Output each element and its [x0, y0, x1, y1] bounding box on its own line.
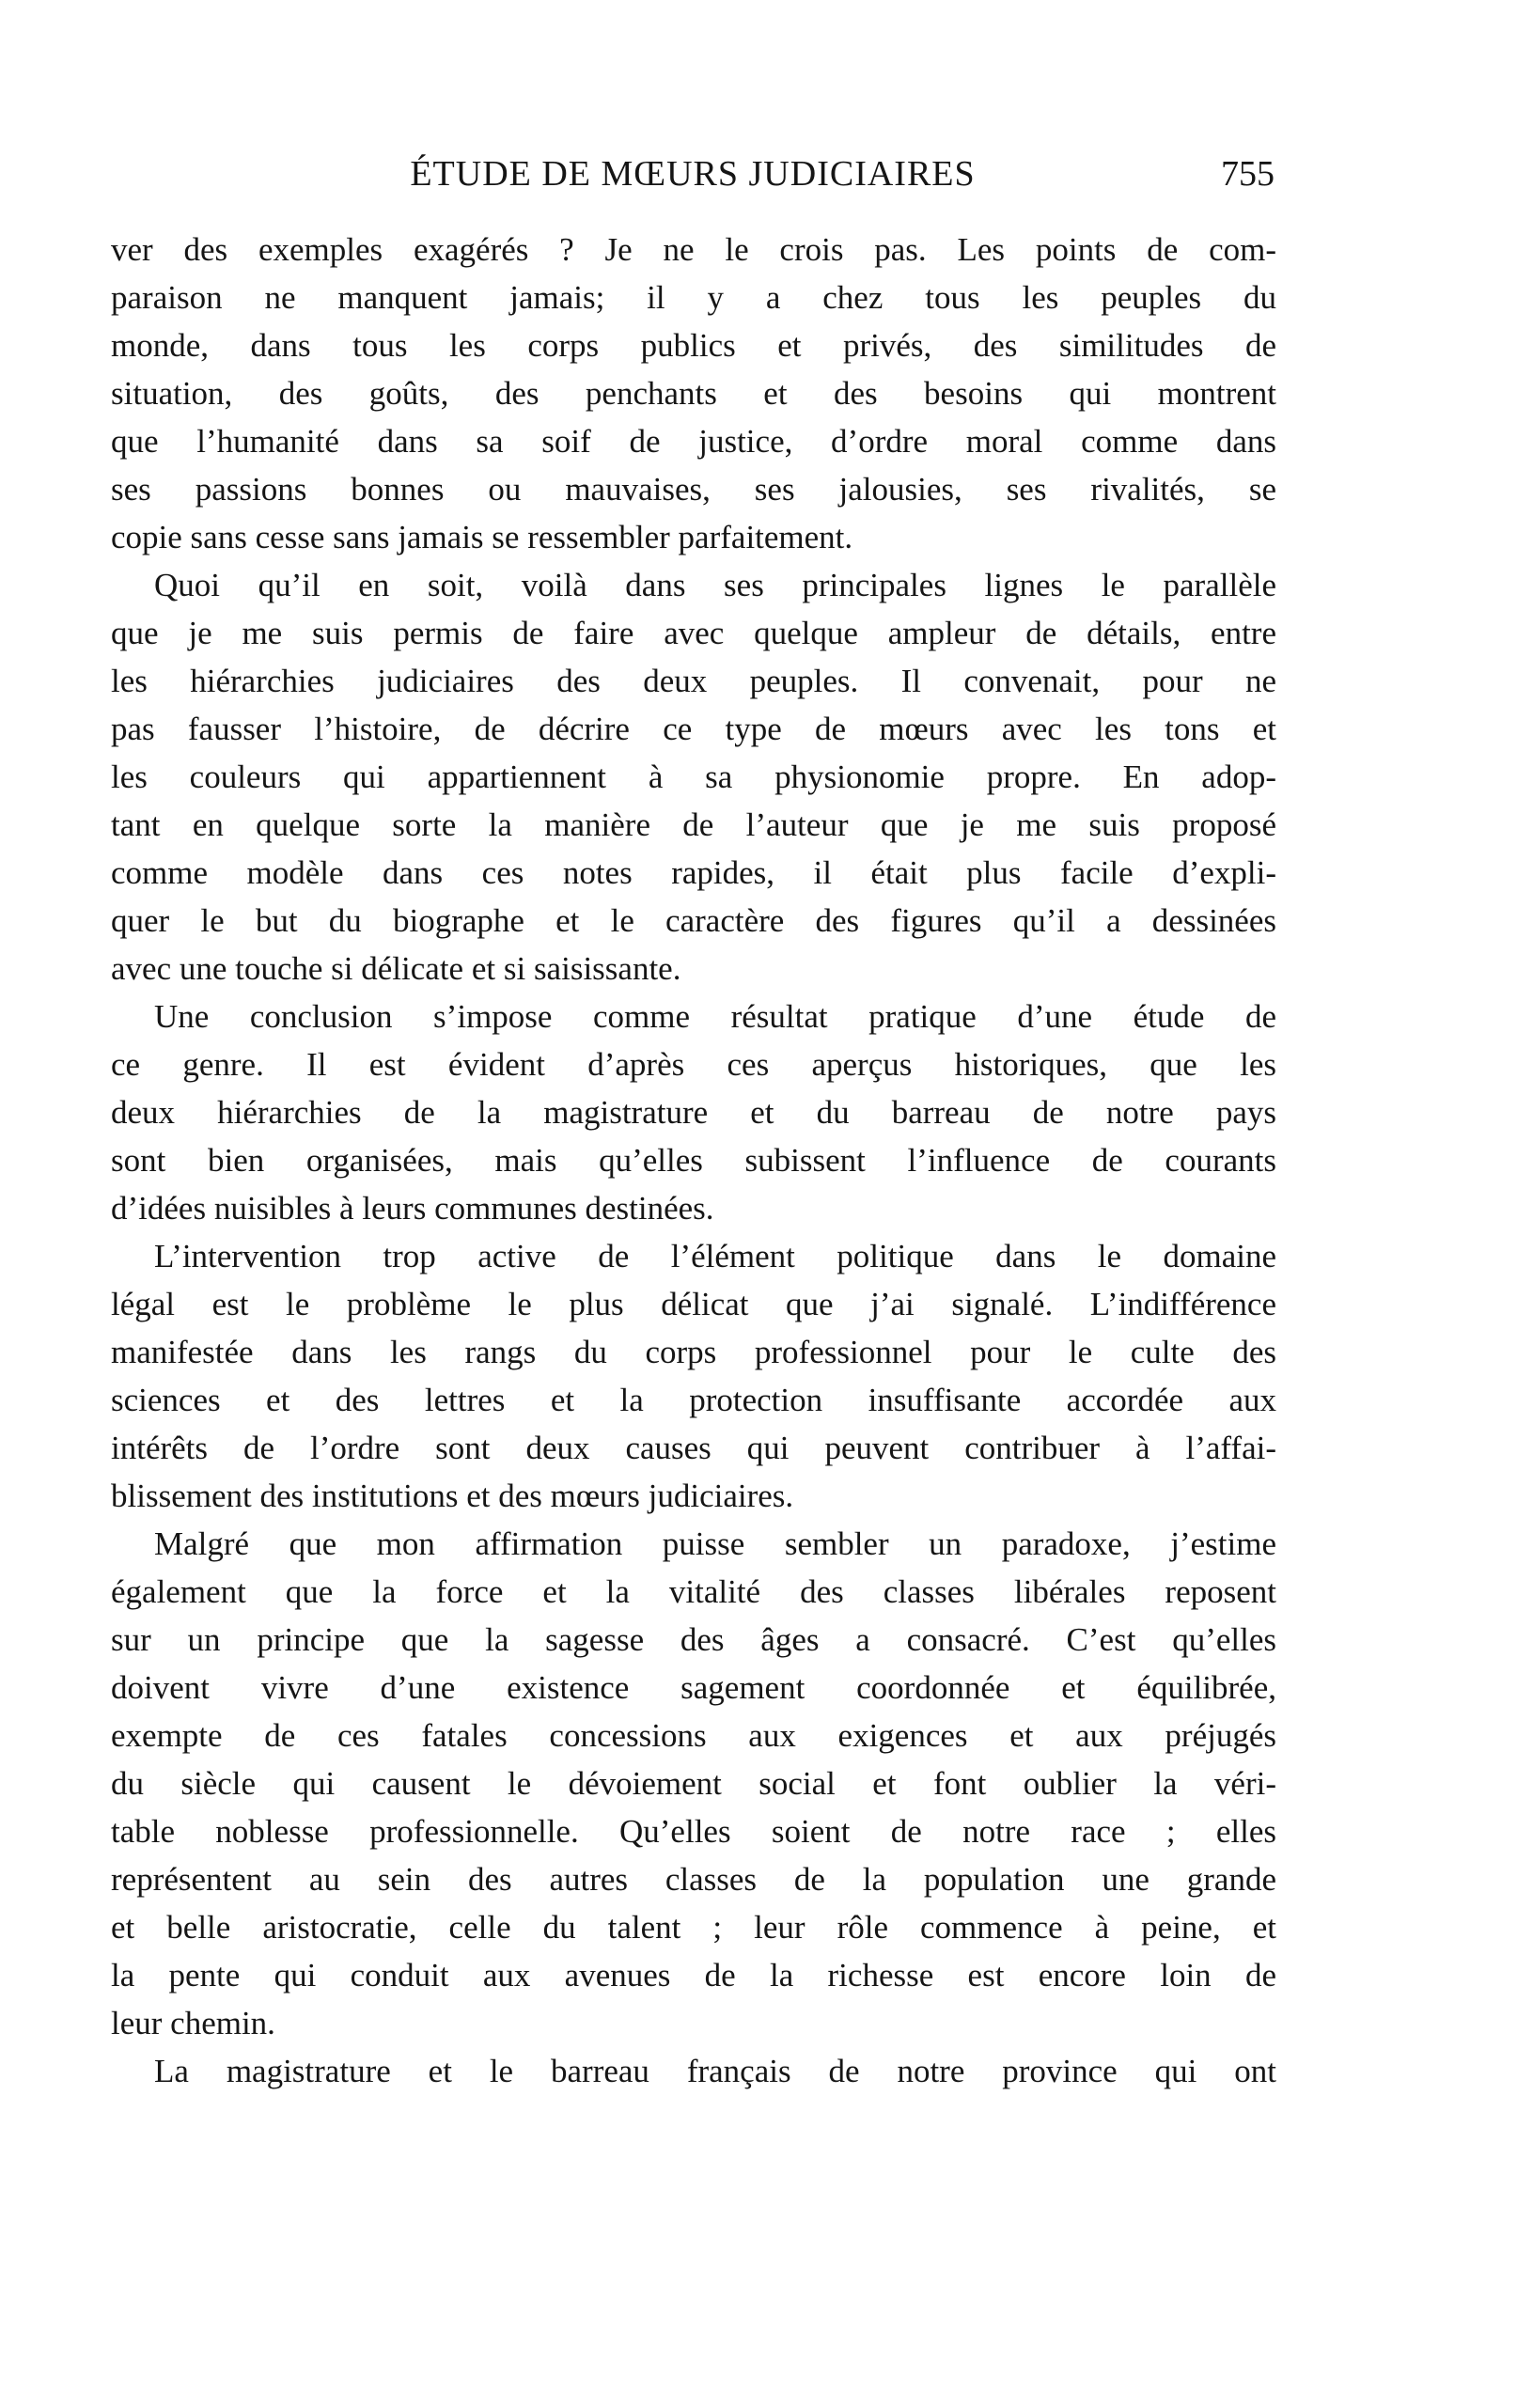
text-line: Une conclusion s’impose comme résultat pratique d’une étude de	[154, 998, 1276, 1035]
text-line: exempte de ces fatales concessions aux exigences et aux préjugés	[111, 1717, 1276, 1754]
text-line: les hiérarchies judiciaires des deux peuples. Il convenait, pour ne	[111, 663, 1276, 699]
text-line: L’intervention trop active de l’élément politique dans le domaine	[154, 1238, 1276, 1274]
text-line: la pente qui conduit aux avenues de la richesse est encore loin de	[111, 1957, 1276, 1994]
text-line: blissement des institutions et des mœurs judiciaires.	[111, 1478, 794, 1514]
text-line: leur chemin.	[111, 2005, 275, 2041]
text-line: légal est le problème le plus délicat que j’ai signalé. L’indifférence	[111, 1286, 1276, 1322]
text-line: paraison ne manquent jamais; il y a chez tous les peuples du	[111, 279, 1276, 316]
text-line: manifestée dans les rangs du corps professionnel pour le culte des	[111, 1334, 1276, 1370]
text-line: table noblesse professionnelle. Qu’elles soient de notre race ; elles	[111, 1813, 1276, 1850]
text-line: pas fausser l’histoire, de décrire ce type de mœurs avec les tons et	[111, 711, 1276, 747]
text-line: ses passions bonnes ou mauvaises, ses jalousies, ses rivalités, se	[111, 471, 1276, 508]
text-line: quer le but du biographe et le caractère des figures qu’il a dessinées	[111, 902, 1276, 939]
text-line: deux hiérarchies de la magistrature et du barreau de notre pays	[111, 1094, 1276, 1131]
text-line: situation, des goûts, des penchants et des besoins qui montrent	[111, 375, 1276, 412]
text-line: les couleurs qui appartiennent à sa physionomie propre. En adop-	[111, 758, 1276, 795]
text-line: sont bien organisées, mais qu’elles subissent l’influence de courants	[111, 1142, 1276, 1179]
text-line: monde, dans tous les corps publics et privés, des similitudes de	[111, 327, 1276, 364]
text-line: que je me suis permis de faire avec quelque ampleur de détails, entre	[111, 615, 1276, 651]
text-line: du siècle qui causent le dévoiement social et font oublier la véri-	[111, 1765, 1276, 1802]
running-title: ÉTUDE DE MŒURS JUDICIAIRES	[410, 154, 976, 194]
text-line: comme modèle dans ces notes rapides, il était plus facile d’expli-	[111, 854, 1276, 891]
text-line: La magistrature et le barreau français de notre province qui ont	[154, 2053, 1276, 2089]
text-line: Malgré que mon affirmation puisse sembler un paradoxe, j’estime	[154, 1525, 1276, 1562]
body-text	[111, 226, 1276, 2095]
page-number: 755	[1221, 154, 1275, 194]
text-line: que l’humanité dans sa soif de justice, d’ordre moral comme dans	[111, 423, 1276, 460]
text-line: tant en quelque sorte la manière de l’auteur que je me suis proposé	[111, 806, 1276, 843]
text-line: intérêts de l’ordre sont deux causes qui peuvent contribuer à l’affai-	[111, 1430, 1276, 1466]
text-line: sciences et des lettres et la protection insuffisante accordée aux	[111, 1382, 1276, 1418]
text-line: avec une touche si délicate et si saisissante.	[111, 950, 681, 987]
text-line: ce genre. Il est évident d’après ces aperçus historiques, que les	[111, 1046, 1276, 1083]
text-line: également que la force et la vitalité des classes libérales reposent	[111, 1573, 1276, 1610]
text-line: ver des exemples exagérés ? Je ne le crois pas. Les points de com-	[111, 231, 1276, 268]
text-line: représentent au sein des autres classes de la population une grande	[111, 1861, 1276, 1898]
text-line: copie sans cesse sans jamais se ressembler parfaitement.	[111, 519, 853, 555]
text-line: sur un principe que la sagesse des âges a consacré. C’est qu’elles	[111, 1621, 1276, 1658]
text-line: et belle aristocratie, celle du talent ; leur rôle commence à peine, et	[111, 1909, 1276, 1946]
running-header	[111, 141, 1275, 207]
text-line: d’idées nuisibles à leurs communes destinées.	[111, 1190, 714, 1227]
text-line: Quoi qu’il en soit, voilà dans ses principales lignes le parallèle	[154, 567, 1276, 603]
text-line: doivent vivre d’une existence sagement coordonnée et équilibrée,	[111, 1669, 1276, 1706]
